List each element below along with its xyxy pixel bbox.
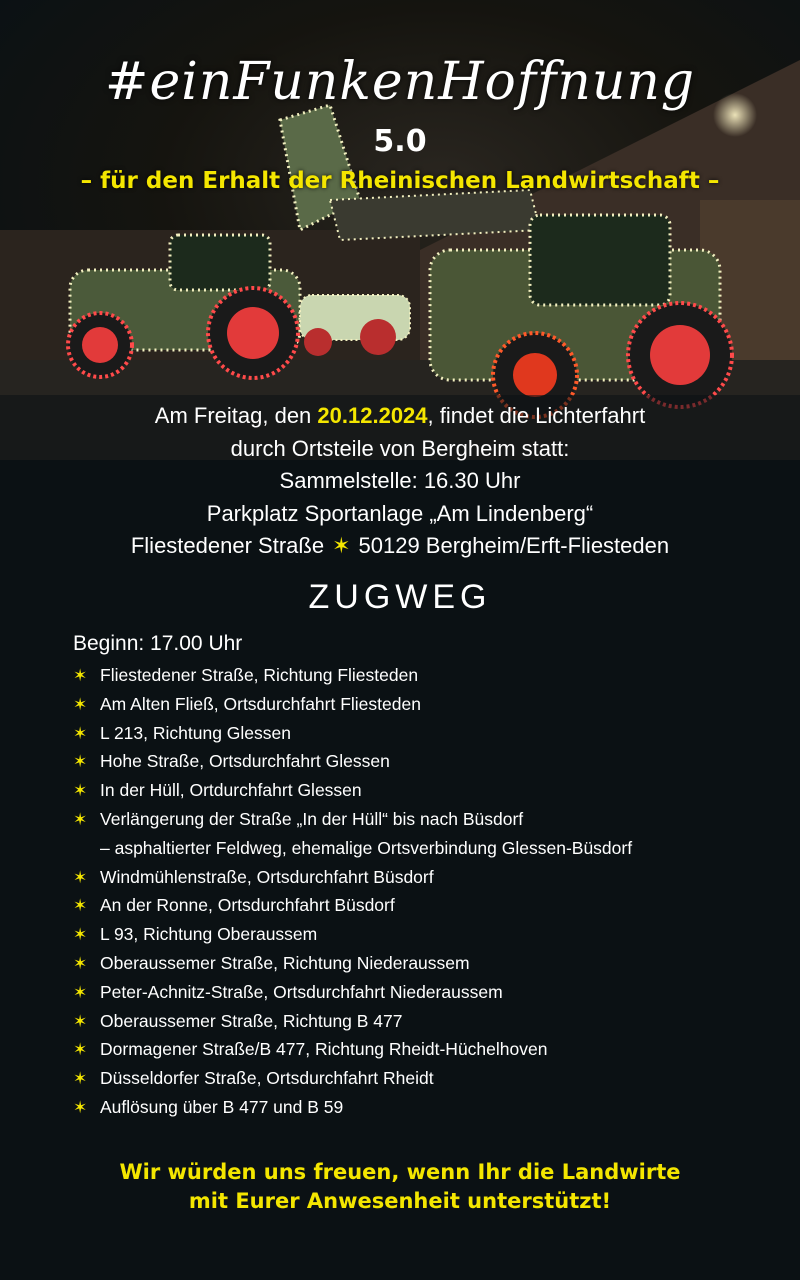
star-icon: ✶: [73, 1040, 88, 1060]
list-item: [73, 719, 773, 748]
route-stop: An der Ronne, Ortsdurchfahrt Büsdorf: [100, 895, 395, 916]
star-icon: ✶: [73, 781, 88, 801]
list-item: [73, 747, 773, 776]
route-start-time: Beginn: 17.00 Uhr: [73, 632, 243, 655]
event-date: 20.12.2024: [317, 403, 428, 428]
meeting-city: 50129 Bergheim/Erft-Fliesteden: [358, 533, 670, 558]
route-heading: ZUGWEG: [308, 578, 492, 616]
closing-line-1: Wir würden uns freuen, wenn Ihr die Landwirte: [119, 1160, 681, 1184]
route-stop: Am Alten Fließ, Ortsdurchfahrt Fliesteden: [100, 693, 421, 714]
event-line-2: durch Ortsteile von Bergheim statt:: [230, 435, 570, 461]
list-item: [73, 805, 773, 834]
route-stop: Windmühlenstraße, Ortsdurchfahrt Büsdorf: [100, 866, 434, 887]
star-icon: ✶: [73, 1097, 88, 1117]
campaign-subtitle: – für den Erhalt der Rheinischen Landwirtschaft –: [80, 168, 720, 194]
star-icon: ✶: [73, 809, 88, 829]
list-item: [73, 949, 773, 978]
meeting-street: Fliestedener Straße: [130, 533, 325, 558]
route-stop: Verlängerung der Straße „In der Hüll“ bis nach Büsdorf: [100, 808, 524, 829]
list-item: [73, 1093, 773, 1122]
list-item: [73, 978, 773, 1007]
route-stop: In der Hüll, Ortdurchfahrt Glessen: [100, 780, 362, 801]
event-line-1: [0, 400, 800, 433]
list-item: [73, 920, 773, 949]
campaign-version: 5.0: [373, 124, 427, 159]
list-item: [73, 891, 773, 920]
list-item: [73, 863, 773, 892]
star-icon: ✶: [73, 666, 88, 685]
campaign-title: #einFunkenHoffnung: [104, 52, 696, 112]
route-stop: L 93, Richtung Oberaussem: [100, 924, 318, 945]
star-icon: ✶: [73, 925, 88, 945]
event-line-1-after: , findet die Lichterfahrt: [427, 403, 646, 428]
list-item: [73, 776, 773, 805]
route-stop: Oberaussemer Straße, Richtung Niederaussem: [100, 952, 470, 973]
star-icon: ✶: [73, 1011, 88, 1031]
route-stop: Düsseldorfer Straße, Ortsdurchfahrt Rheidt: [100, 1068, 434, 1089]
route-stop: Oberaussemer Straße, Richtung B 477: [100, 1010, 403, 1031]
closing-line-2: mit Eurer Anwesenheit unterstützt!: [188, 1189, 612, 1213]
meeting-place: Parkplatz Sportanlage „Am Lindenberg“: [206, 500, 594, 526]
route-list: [73, 661, 773, 1122]
route-stop: Auflösung über B 477 und B 59: [100, 1096, 344, 1117]
star-icon: ✶: [73, 723, 88, 743]
star-icon: ✶: [73, 752, 88, 772]
closing-message: [0, 1158, 800, 1216]
list-item: [73, 690, 773, 719]
list-item: [73, 1035, 773, 1064]
route-stop: Fliestedener Straße, Richtung Fliesteden: [100, 665, 419, 685]
star-icon: ✶: [73, 694, 88, 714]
event-line-1-before: Am Freitag, den: [154, 403, 318, 428]
star-icon: ✶: [73, 953, 88, 973]
list-item: [73, 1064, 773, 1093]
star-icon: ✶: [73, 1069, 88, 1089]
route-stop: Hohe Straße, Ortsdurchfahrt Glessen: [100, 751, 390, 772]
route-stop: L 213, Richtung Glessen: [100, 722, 291, 743]
list-item-continuation: [73, 834, 773, 863]
event-info: [0, 400, 800, 563]
route-stop-note: – asphaltierter Feldweg, ehemalige Ortsverbindung Glessen-Büsdorf: [100, 837, 633, 858]
star-icon: ✶: [332, 533, 351, 558]
star-icon: ✶: [73, 982, 88, 1002]
meeting-address: [0, 530, 800, 563]
list-item: [73, 661, 773, 690]
star-icon: ✶: [73, 867, 88, 887]
list-item: [73, 1007, 773, 1036]
star-icon: ✶: [73, 896, 88, 916]
route-stop: Peter-Achnitz-Straße, Ortsdurchfahrt Niederaussem: [100, 981, 503, 1002]
route-stop: Dormagener Straße/B 477, Richtung Rheidt-Hüchelhoven: [100, 1039, 548, 1060]
meeting-time: Sammelstelle: 16.30 Uhr: [279, 468, 521, 493]
